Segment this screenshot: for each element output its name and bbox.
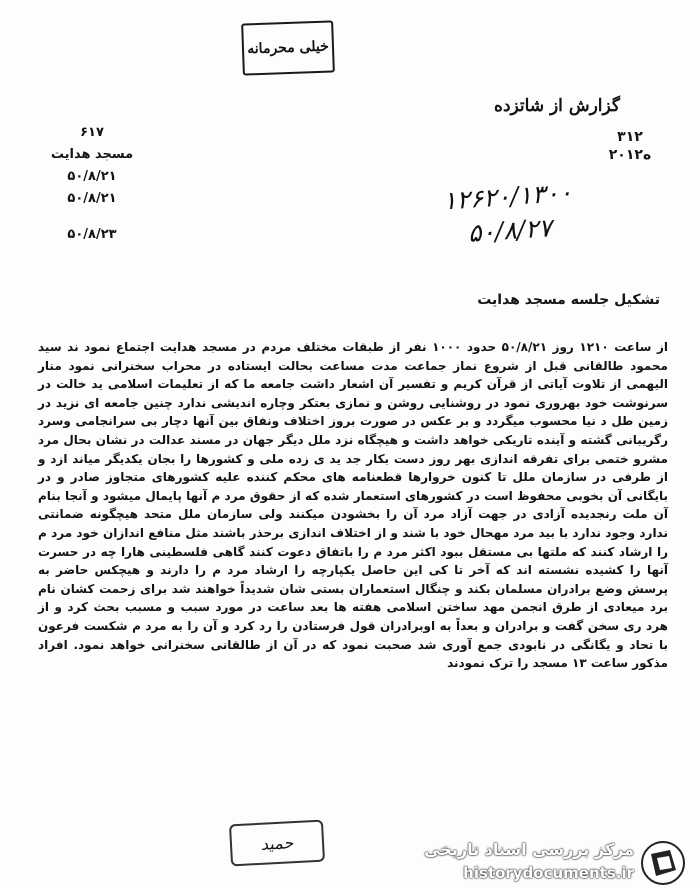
reference-date-1: ۵۰/۸/۲۱ <box>67 169 117 184</box>
classification-stamp <box>241 20 335 75</box>
watermark-site: historydocuments.ir <box>463 864 634 882</box>
handwritten-line-2: ۵۰/۸/۲۷ <box>467 213 553 248</box>
right-numbers <box>600 128 660 164</box>
handwritten-line-1: ۱۲۶۲۰/۱۳۰۰ <box>442 177 574 216</box>
reference-number: ۶۱۷ <box>80 125 104 140</box>
stamp-text: خیلی محرمانه <box>246 38 329 58</box>
subject-line: تشکیل جلسه مسجد هدایت <box>477 292 660 308</box>
archive-logo-icon <box>640 840 686 886</box>
reference-date-3: ۵۰/۸/۲۳ <box>67 227 117 242</box>
reference-date-2: ۵۰/۸/۲۱ <box>67 191 117 206</box>
right-number-2: ۲۰ه۱۲ <box>608 147 652 163</box>
reference-org: مسجد هدایت <box>50 147 134 162</box>
handwritten-annotation <box>422 174 597 260</box>
watermark-title: مرکز بررسی اسناد تاریخی <box>424 840 634 859</box>
body-text <box>38 338 668 673</box>
watermark <box>410 838 690 886</box>
signature <box>229 820 325 867</box>
reference-block <box>42 122 142 246</box>
report-source: گزارش از شاتزده <box>494 96 620 116</box>
right-number-1: ۳۱۲ <box>617 129 643 145</box>
body-paragraph: از ساعت ۱۲۱۰ روز ۵۰/۸/۲۱ حدود ۱۰۰۰ نفر از طبقات مختلف مردم در مسجد هدایت اجتماع نمود ند سید محمود طالقانی قبل از شروع نماز جماعت مدت مساعت بحالت ایستاده در محراب سخنرانی نمود منار الیهمی از تلاوت آیاتی از قرآن کریم و تفسیر آن اشعار داشت جامعه ما که از تعلیمات اسلامی ید خالت در سرنوشت خود بهروری نمود در روشنایی روشن و نمازی بعتکر وچاره اندیشی ندارد چنین جامعه ای نزید در زمین طل د نیا محسوب میگردد و بر عکس در صورت بروز اختلاف ونفاق بین آنها دچار بی سرانجامی وسرد رگریبانی گشته و آینده تاریکی خواهد داشت و هیچگاه نزد ملل دیگر جهان در مسند عدالت در نشان بحال مرد مشرو ختمی برای تفرقه اندازی بهر روز دست بکار جد ید ی زده ملی و کشورها را بجان یکدیگر میاند ازد و از طرفی در سازمان ملل تا کنون خروارها قطعنامه های محکم کننده علیه کشورهای متجاوز صادر و در بایگانی آن بخوبی محفوظ است در کشورهای استعمار شده که از حقوق مرد م آنها پایمال میشود و آنجا بنام آن ملت رنجدیده آزادی در جهت آزاد مرد آن را بخشودن میکنند ولی سازمان ملل متحد هیچگونه ضمانتی ندارد وجود ندارد با بید مرد مهحال خود با شند و از اختلاف اندازی برحذر باشند مثل منافع اندازان خود مرد م را ارشاد کنند که ملتها بی مستقل ببود اکثر مرد م را باتفاق دعوت کنند گاهی فلسطینی هارا چه در حسرت آنها را کشیده نشسته اند که آخر تا کی این حاصل یکپارچه را ارشاد مرد م را دارند و هیچکس حاضر به پرسش وضع برادران مسلمان بکند و چنگال استعماران بستی شان شدیداً خواهند شد برای زحمت کشان نام برد میعادی از طرق انجمن مهد ساختن اسلامی هفته ها بعد ساعت در مورد سبب و مسبب بحث کرد و از هرد ری سخن گفت و برادران و بعداً به اوبرادران قول فرستادن را رد کرد و آن را به مرد م شکست فرعون با تحاد و یگانگی در نابودی جمع آوری شد صحبت نمود که در آن از طالقانی سخنرانی خواهد نمود. افراد مذکور ساعت ۱۳ مسجد را ترک نمودند <box>38 340 668 671</box>
signature-text: حمید <box>260 832 294 854</box>
